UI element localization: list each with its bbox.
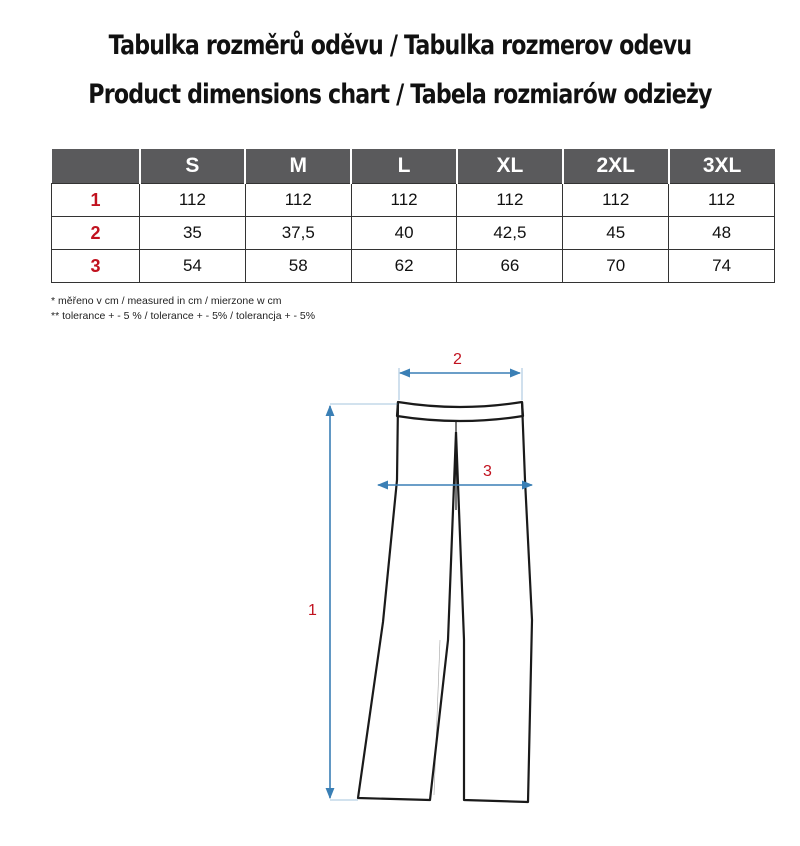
page-title-line-2: Product dimensions chart / Tabela rozmiarów odzieży — [88, 79, 712, 110]
header-cell-s: S — [140, 149, 246, 184]
header-cell-xl: XL — [457, 149, 563, 184]
table-cell: 45 — [563, 217, 669, 250]
note-tolerance: ** tolerance + - 5 % / tolerance + - 5% / tolerancja + - 5% — [51, 310, 316, 322]
waistband — [397, 402, 523, 421]
table-row — [52, 217, 775, 250]
row-label: 1 — [52, 184, 140, 217]
header-cell-blank — [52, 149, 140, 184]
table-row — [52, 184, 775, 217]
header-cell-m: M — [245, 149, 351, 184]
table-cell: 48 — [669, 217, 775, 250]
label-length: 1 — [308, 602, 317, 619]
table-cell: 112 — [457, 184, 563, 217]
header-cell-3xl: 3XL — [669, 149, 775, 184]
table-cell: 35 — [140, 217, 246, 250]
note-measured-in-cm: * měřeno v cm / measured in cm / mierzone w cm — [51, 295, 282, 307]
row-label: 3 — [52, 250, 140, 283]
table-cell: 112 — [563, 184, 669, 217]
trousers-body — [358, 402, 532, 802]
table-cell: 70 — [563, 250, 669, 283]
table-cell: 112 — [669, 184, 775, 217]
size-table — [51, 149, 775, 283]
measurement-notes — [51, 294, 315, 324]
size-header-row — [52, 149, 775, 184]
table-cell: 40 — [351, 217, 457, 250]
table-cell: 112 — [140, 184, 246, 217]
header-cell-2xl: 2XL — [563, 149, 669, 184]
page-title-line-1: Tabulka rozměrů oděvu / Tabulka rozmerov odevu — [108, 30, 692, 61]
table-cell: 66 — [457, 250, 563, 283]
trousers-diagram — [280, 340, 560, 820]
table-cell: 58 — [245, 250, 351, 283]
label-hip: 3 — [483, 463, 492, 480]
table-cell: 74 — [669, 250, 775, 283]
header-cell-l: L — [351, 149, 457, 184]
label-waist: 2 — [453, 351, 462, 368]
table-row — [52, 250, 775, 283]
row-label: 2 — [52, 217, 140, 250]
table-cell: 62 — [351, 250, 457, 283]
table-cell: 112 — [351, 184, 457, 217]
table-cell: 112 — [245, 184, 351, 217]
trousers-outline — [358, 402, 532, 802]
table-cell: 37,5 — [245, 217, 351, 250]
table-cell: 42,5 — [457, 217, 563, 250]
table-cell: 54 — [140, 250, 246, 283]
